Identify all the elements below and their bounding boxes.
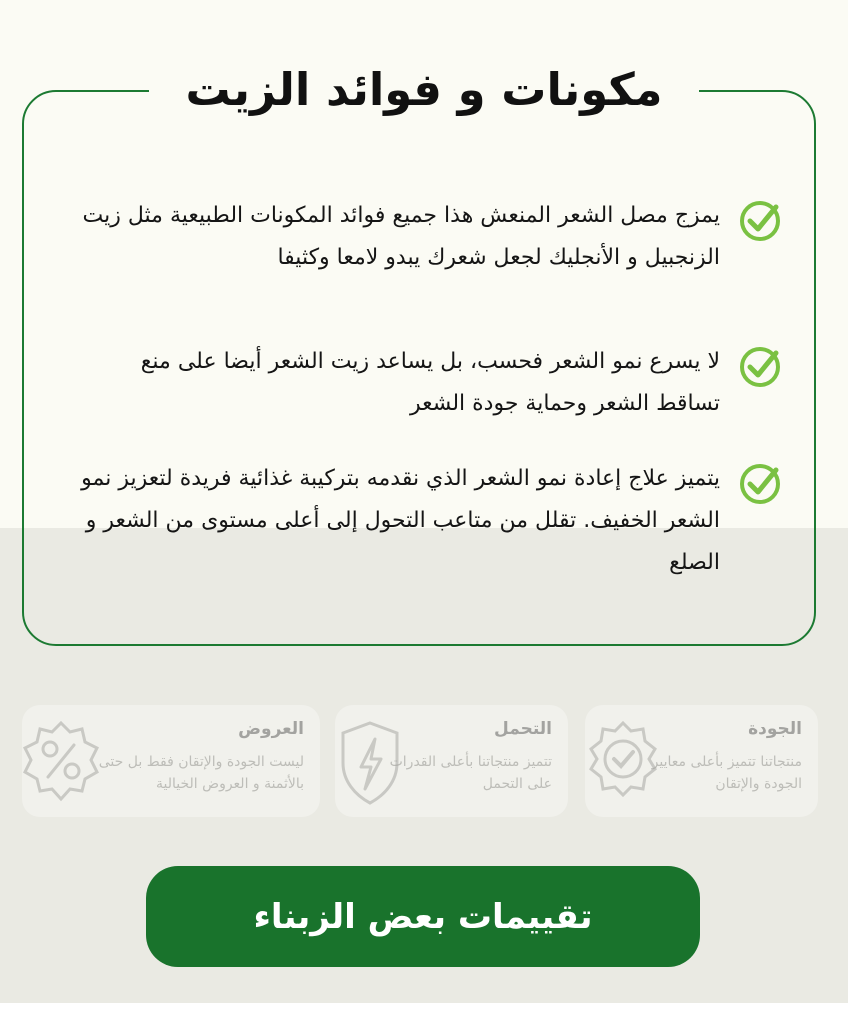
section-title: مكونات و فوائد الزيت [149,55,698,125]
award-badge-icon [585,719,663,805]
feature-offers-desc: ليست الجودة والإتقان فقط بل حتى بالأثمنة و العروض الخيالية [98,754,304,792]
customer-reviews-button[interactable]: تقييمات بعض الزبناء [146,866,700,967]
bottom-strip [0,1003,848,1013]
feature-endurance-title: التحمل [494,719,552,739]
benefit-item-2: لا يسرع نمو الشعر فحسب، بل يساعد زيت الشعر أيضا على منع تساقط الشعر وحماية جودة الشعر [140,349,720,416]
features-row [22,705,818,817]
benefit-item-3: يتميز علاج إعادة نمو الشعر الذي نقدمه بتركيبة غذائية فريدة لتعزيز نمو الشعر الخفيف. تقلل من متاعب التحول إلى أعلى مستوى من الشعر و الصلع [81,466,720,575]
check-icon [738,462,782,506]
feature-quality-title: الجودة [748,719,802,739]
feature-offers-title: العروض [238,719,304,739]
feature-quality [585,705,818,817]
feature-endurance-desc: تتميز منتجاتنا بأعلى القدرات على التحمل [389,754,552,792]
feature-endurance [335,705,568,817]
benefit-item-1: يمزج مصل الشعر المنعش هذا جميع فوائد المكونات الطبيعية مثل زيت الزنجبيل و الأنجليك لجعل شعرك يبدو لامعا وكثيفا [82,203,720,270]
feature-quality-desc: منتجاتنا تتميز بأعلى معايير الجودة والإتقان [651,754,802,792]
check-icon [738,345,782,389]
lightning-shield-icon [335,719,405,809]
percent-badge-icon [22,719,104,809]
check-icon [738,199,782,243]
feature-offers [22,705,320,817]
